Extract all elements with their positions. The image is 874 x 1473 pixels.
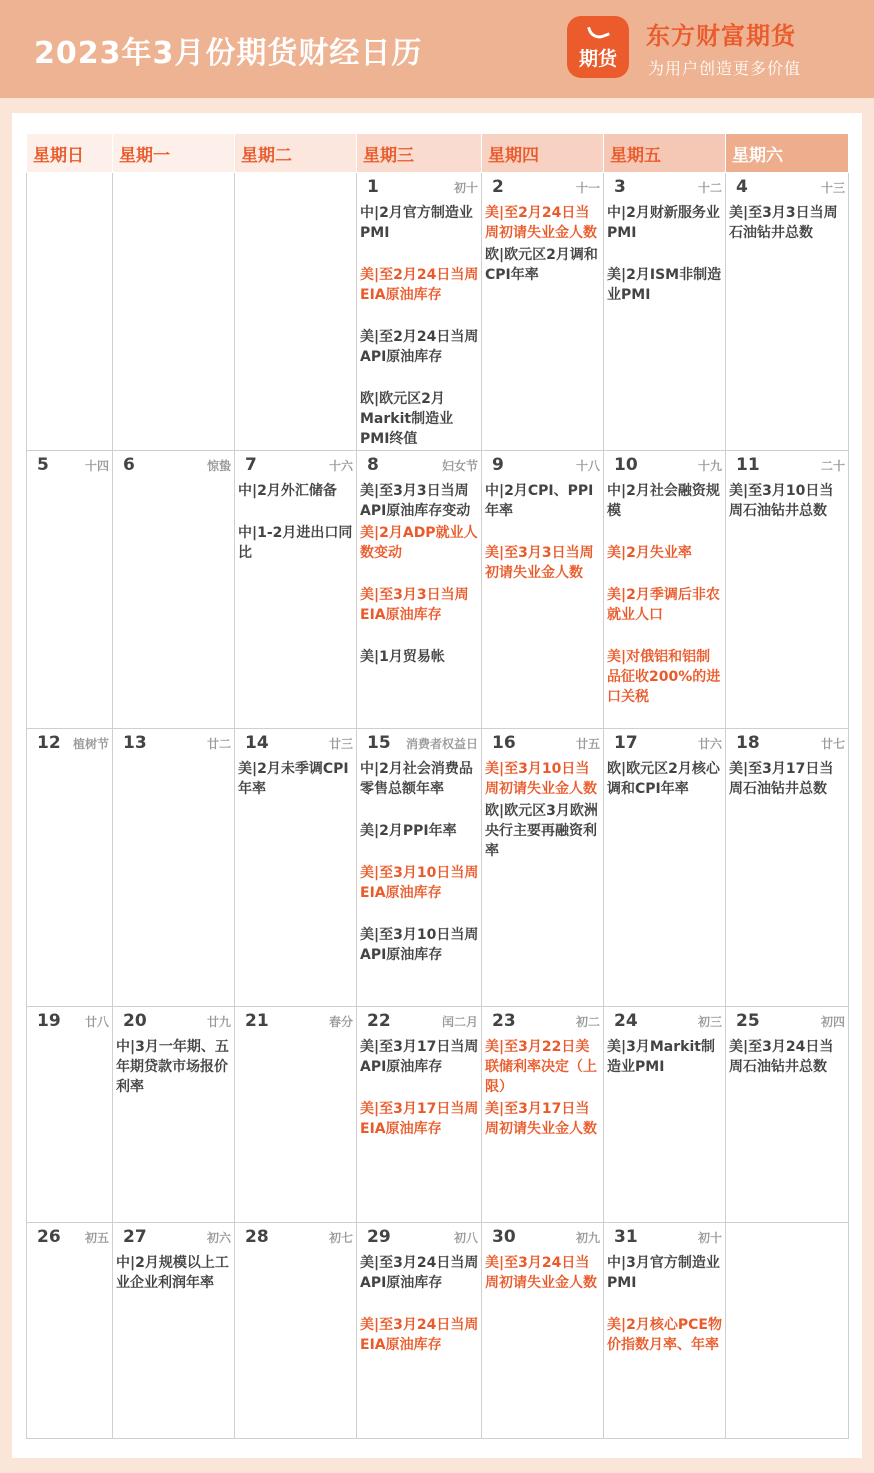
day-cell [726, 451, 849, 729]
brand-slogan: 为用户创造更多价值 [648, 59, 802, 78]
header-banner [0, 0, 874, 98]
lunar-date: 十一 [575, 181, 600, 195]
day-number: 27 [123, 1227, 147, 1247]
event-item-highlight: 美|对俄铝和铝制品征收200%的进口关税 [607, 649, 721, 705]
week-row [27, 1223, 849, 1439]
day-number: 2 [492, 177, 504, 197]
day-cell [113, 1223, 235, 1439]
weekday-header: 星期一 [113, 134, 235, 173]
empty-day-cell [27, 173, 113, 451]
brand-name: 东方财富期货 [646, 22, 796, 50]
lunar-date: 初八 [453, 1231, 478, 1245]
event-item-highlight: 美|2月失业率 [607, 545, 692, 561]
event-list [116, 1037, 232, 1119]
day-number: 11 [736, 455, 760, 475]
day-number: 28 [245, 1227, 269, 1247]
day-cell [27, 729, 113, 1007]
lunar-date: 十九 [697, 459, 722, 473]
lunar-date: 初十 [697, 1231, 722, 1245]
lunar-date: 廿八 [84, 1015, 109, 1029]
day-number: 31 [614, 1227, 638, 1247]
lunar-date: 十四 [84, 459, 109, 473]
day-number: 7 [245, 455, 257, 475]
day-number: 13 [123, 733, 147, 753]
day-number: 17 [614, 733, 638, 753]
lunar-date: 春分 [328, 1015, 353, 1029]
event-item-highlight: 美|2月季调后非农就业人口 [607, 587, 720, 623]
day-number: 26 [37, 1227, 61, 1247]
event-list [238, 759, 354, 821]
day-number: 5 [37, 455, 49, 475]
lunar-date: 初七 [328, 1231, 353, 1245]
event-item-highlight: 美|至3月10日当周初请失业金人数 [485, 761, 597, 797]
swoosh-icon [587, 21, 610, 42]
lunar-date: 初二 [575, 1015, 600, 1029]
day-number: 14 [245, 733, 269, 753]
event-item: 美|至3月3日当周API原油库存变动 [360, 483, 471, 519]
event-item-highlight: 美|至3月3日当周EIA原油库存 [360, 587, 469, 623]
weekday-header: 星期五 [604, 134, 726, 173]
event-list [485, 481, 601, 605]
day-cell [27, 1223, 113, 1439]
day-cell [604, 451, 726, 729]
day-number: 15 [367, 733, 391, 753]
weekday-header: 星期六 [726, 134, 849, 173]
event-list [116, 1253, 232, 1315]
week-row [27, 729, 849, 1007]
event-item-highlight: 美|至2月24日当周EIA原油库存 [360, 267, 479, 303]
week-row [27, 1007, 849, 1223]
event-list [485, 1253, 601, 1315]
calendar-grid [26, 133, 849, 1439]
event-item-highlight: 美|至3月22日美联储利率决定（上限） [485, 1039, 597, 1095]
lunar-date: 十六 [328, 459, 353, 473]
event-list [729, 1037, 846, 1099]
day-cell [235, 729, 357, 1007]
event-item: 美|2月PPI年率 [360, 823, 457, 839]
event-item-highlight: 美|至3月17日当周EIA原油库存 [360, 1101, 479, 1137]
day-number: 30 [492, 1227, 516, 1247]
weekday-header: 星期四 [482, 134, 604, 173]
day-number: 21 [245, 1011, 269, 1031]
event-item: 美|3月Markit制造业PMI [607, 1039, 715, 1075]
lunar-date: 廿七 [820, 737, 845, 751]
week-row [27, 173, 849, 451]
event-list [729, 759, 846, 821]
event-item-highlight: 美|至3月10日当周EIA原油库存 [360, 865, 479, 901]
lunar-date: 初三 [697, 1015, 722, 1029]
event-list [360, 759, 479, 987]
day-cell [604, 1007, 726, 1223]
lunar-date: 十八 [575, 459, 600, 473]
event-list [607, 759, 723, 821]
event-list [607, 203, 723, 327]
event-list [360, 1037, 479, 1161]
event-item-highlight: 美|至3月3日当周初请失业金人数 [485, 545, 594, 581]
day-number: 3 [614, 177, 626, 197]
event-item-highlight: 美|至3月24日当周初请失业金人数 [485, 1255, 597, 1291]
event-item: 美|至3月10日当周API原油库存 [360, 927, 479, 963]
page-title: 2023年3月份期货财经日历 [34, 36, 423, 71]
event-list [360, 203, 479, 471]
day-cell [482, 173, 604, 451]
day-number: 12 [37, 733, 61, 753]
day-number: 29 [367, 1227, 391, 1247]
event-item: 美|至2月24日当周API原油库存 [360, 329, 479, 365]
lunar-date: 初十 [453, 181, 478, 195]
day-number: 20 [123, 1011, 147, 1031]
brand-logo [567, 16, 629, 78]
event-item-highlight: 美|2月核心PCE物价指数月率、年率 [607, 1317, 722, 1353]
day-number: 19 [37, 1011, 61, 1031]
event-item: 欧|欧元区2月调和CPI年率 [485, 247, 598, 283]
event-list [729, 203, 846, 265]
day-cell [357, 451, 482, 729]
weekday-header-row [27, 134, 849, 173]
event-item: 中|2月CPI、PPI年率 [485, 483, 594, 519]
day-cell [726, 729, 849, 1007]
lunar-date: 廿三 [328, 737, 353, 751]
event-item: 欧|欧元区3月欧洲央行主要再融资利率 [485, 803, 598, 859]
day-cell [726, 1007, 849, 1223]
weekday-header: 星期日 [27, 134, 113, 173]
lunar-date: 十二 [697, 181, 722, 195]
day-cell [357, 729, 482, 1007]
event-item: 美|至3月24日当周石油钻井总数 [729, 1039, 834, 1075]
day-number: 22 [367, 1011, 391, 1031]
event-list [607, 481, 723, 729]
week-row [27, 451, 849, 729]
event-list [238, 481, 354, 585]
day-number: 18 [736, 733, 760, 753]
event-item: 欧|欧元区2月Markit制造业PMI终值 [360, 391, 454, 447]
day-cell [482, 451, 604, 729]
lunar-date: 初六 [206, 1231, 231, 1245]
day-number: 8 [367, 455, 379, 475]
event-list [607, 1253, 723, 1377]
lunar-date: 初五 [84, 1231, 109, 1245]
event-item: 中|3月一年期、五年期贷款市场报价利率 [116, 1039, 229, 1095]
day-number: 16 [492, 733, 516, 753]
lunar-date: 初九 [575, 1231, 600, 1245]
event-item-highlight: 美|至3月17日当周初请失业金人数 [485, 1101, 597, 1137]
event-list [485, 1037, 601, 1161]
lunar-date: 闰二月 [441, 1015, 478, 1029]
day-number: 1 [367, 177, 379, 197]
event-item: 中|3月官方制造业PMI [607, 1255, 720, 1291]
day-cell [357, 1223, 482, 1439]
event-list [729, 481, 846, 543]
event-item: 欧|欧元区2月核心调和CPI年率 [607, 761, 720, 797]
event-item: 美|至3月10日当周石油钻井总数 [729, 483, 834, 519]
day-cell [482, 1007, 604, 1223]
event-item-highlight: 美|2月ADP就业人数变动 [360, 525, 478, 561]
event-item: 美|至3月3日当周石油钻井总数 [729, 205, 838, 241]
lunar-date: 惊蛰 [206, 459, 231, 473]
day-cell [235, 451, 357, 729]
day-cell [235, 1007, 357, 1223]
empty-day-cell [235, 173, 357, 451]
event-item-highlight: 美|至2月24日当周初请失业金人数 [485, 205, 597, 241]
lunar-date: 廿二 [206, 737, 231, 751]
weekday-header: 星期三 [357, 134, 482, 173]
day-number: 24 [614, 1011, 638, 1031]
day-number: 23 [492, 1011, 516, 1031]
lunar-date: 消费者权益日 [405, 737, 478, 751]
event-item: 美|2月未季调CPI年率 [238, 761, 349, 797]
event-item: 美|至3月17日当周石油钻井总数 [729, 761, 834, 797]
day-cell [235, 1223, 357, 1439]
day-cell [113, 1007, 235, 1223]
lunar-date: 十三 [820, 181, 845, 195]
logo-text: 期货 [578, 48, 617, 70]
day-cell [357, 173, 482, 451]
event-item: 中|2月财新服务业PMI [607, 205, 720, 241]
lunar-date: 植树节 [72, 737, 109, 751]
lunar-date: 初四 [820, 1015, 845, 1029]
event-item: 美|1月贸易帐 [360, 649, 445, 665]
event-item: 中|2月社会消费品零售总额年率 [360, 761, 473, 797]
day-cell [482, 729, 604, 1007]
lunar-date: 二十 [820, 459, 845, 473]
event-item: 美|2月ISM非制造业PMI [607, 267, 722, 303]
day-cell [113, 451, 235, 729]
lunar-date: 廿五 [575, 737, 600, 751]
lunar-date: 廿九 [206, 1015, 231, 1029]
day-cell [604, 173, 726, 451]
event-item: 中|2月外汇储备 [238, 483, 337, 499]
event-list [485, 759, 601, 883]
lunar-date: 廿六 [697, 737, 722, 751]
event-item-highlight: 美|至3月24日当周EIA原油库存 [360, 1317, 479, 1353]
event-list [360, 481, 479, 689]
day-number: 25 [736, 1011, 760, 1031]
event-item: 美|至3月24日当周API原油库存 [360, 1255, 479, 1291]
event-item: 中|2月社会融资规模 [607, 483, 720, 519]
day-cell [482, 1223, 604, 1439]
day-number: 4 [736, 177, 748, 197]
day-cell [27, 451, 113, 729]
day-cell [726, 173, 849, 451]
event-item: 中|1-2月进出口同比 [238, 525, 353, 561]
day-number: 9 [492, 455, 504, 475]
day-number: 6 [123, 455, 135, 475]
event-list [360, 1253, 479, 1377]
day-number: 10 [614, 455, 638, 475]
event-item: 美|至3月17日当周API原油库存 [360, 1039, 479, 1075]
day-cell [604, 729, 726, 1007]
day-cell [357, 1007, 482, 1223]
lunar-date: 妇女节 [441, 459, 478, 473]
event-list [607, 1037, 723, 1099]
event-list [485, 203, 601, 307]
empty-day-cell [726, 1223, 849, 1439]
day-cell [27, 1007, 113, 1223]
day-cell [604, 1223, 726, 1439]
weekday-header: 星期二 [235, 134, 357, 173]
empty-day-cell [113, 173, 235, 451]
event-item: 中|2月官方制造业PMI [360, 205, 473, 241]
event-item: 中|2月规模以上工业企业利润年率 [116, 1255, 229, 1291]
day-cell [113, 729, 235, 1007]
